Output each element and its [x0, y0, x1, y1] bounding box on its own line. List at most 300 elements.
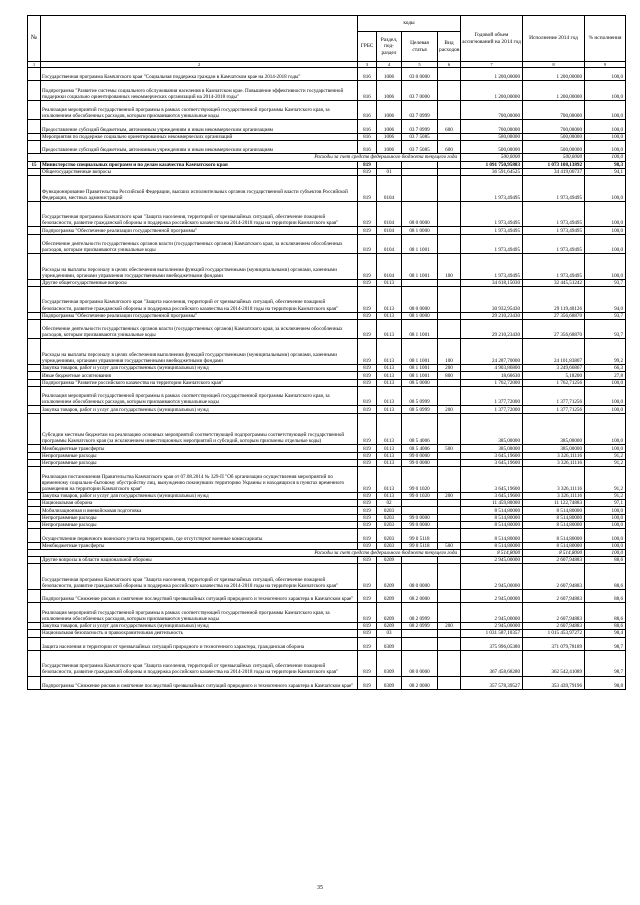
- table-row: [28, 564, 626, 590]
- row-name: Расходы на выплаты персоналу в целях обеспечения выполнения функций государственными (муниципальными) органами, казенными учреждениями, органами управления государственными внебюджетными фондами: [41, 339, 358, 365]
- row-number: [28, 676, 41, 689]
- table-row: [28, 201, 626, 227]
- row-expense-type: [438, 168, 461, 175]
- row-grbs: 819: [358, 492, 377, 499]
- row-number: [28, 529, 41, 542]
- row-grbs: 819: [358, 467, 377, 493]
- row-name: Реализация мероприятий государственной программы в рамках соответствующей государственной программы Камчатского края, за исключением обособленных расходов, которым присваиваются уникальные коды: [41, 386, 358, 406]
- row-razdel: 1006: [377, 68, 402, 81]
- row-expense-type: [438, 413, 461, 445]
- row-execution: 371 079,78189: [523, 637, 585, 650]
- row-execution: 34 419,00737: [523, 168, 585, 175]
- table-row: [28, 68, 626, 81]
- row-expense-type: [438, 564, 461, 590]
- row-annual-plan: 2 945,00000: [461, 622, 523, 629]
- row-grbs: 819: [358, 339, 377, 365]
- row-expense-type: [438, 161, 461, 168]
- row-execution: 1 973,49495: [523, 254, 585, 280]
- row-annual-plan: 24 287,70000: [461, 339, 523, 365]
- table-row: [28, 339, 626, 365]
- row-percent: 100,0: [585, 133, 626, 140]
- row-number: [28, 406, 41, 413]
- row-name: Подпрограмма "Снижение рисков и смягчение последствий чрезвычайных ситуаций природного и техногенного характера в Камчатском крае": [41, 676, 358, 689]
- row-razdel: 0113: [377, 339, 402, 365]
- row-grbs: 819: [358, 650, 377, 676]
- row-razdel: 0203: [377, 522, 402, 529]
- row-annual-plan: 1 200,00000: [461, 68, 523, 81]
- row-razdel: 0113: [377, 287, 402, 313]
- row-name: Государственная программа Камчатского края "Социальная поддержка граждан в Камчатском крае на 2014-2018 годы": [41, 68, 358, 81]
- row-target-article: 08 5 0999: [402, 406, 438, 413]
- row-razdel: 1006: [377, 133, 402, 140]
- row-execution: 8 514,80000: [523, 507, 585, 514]
- table-row: [28, 234, 626, 254]
- row-expense-type: 100: [438, 254, 461, 280]
- row-annual-plan: 4 903,86800: [461, 365, 523, 372]
- row-name: Межбюджетные трансферты: [41, 445, 358, 452]
- row-annual-plan: 8 514,80000: [461, 514, 523, 521]
- row-grbs: 819: [358, 564, 377, 590]
- row-razdel: 0113: [377, 492, 402, 499]
- row-name: Непрограммные расходы: [41, 459, 358, 466]
- row-number: [28, 452, 41, 459]
- row-razdel: 0203: [377, 514, 402, 521]
- row-number: [28, 564, 41, 590]
- table-row: [28, 81, 626, 101]
- row-annual-plan: 385,00000: [461, 445, 523, 452]
- table-row: [28, 133, 626, 140]
- row-percent: 100,0: [585, 100, 626, 120]
- row-target-article: 03 7 5085: [402, 133, 438, 140]
- table-row: [28, 630, 626, 637]
- row-percent: 98,7: [585, 637, 626, 650]
- row-number: [28, 68, 41, 81]
- row-percent: 100,0: [585, 550, 626, 557]
- table-row: [28, 514, 626, 521]
- row-expense-type: [438, 319, 461, 339]
- table-row: [28, 379, 626, 386]
- row-grbs: 819: [358, 452, 377, 459]
- row-expense-type: [438, 227, 461, 234]
- row-number: [28, 445, 41, 452]
- row-percent: 99,2: [585, 339, 626, 365]
- row-name: Расходы на выплаты персоналу в целях обеспечения выполнения функций государственными (муниципальными) органами, казенными учреждениями, органами управления государственными внебюджетными фондами: [41, 254, 358, 280]
- row-name: Непрограммные расходы: [41, 514, 358, 521]
- row-grbs: 816: [358, 81, 377, 101]
- row-number: [28, 650, 41, 676]
- row-number: [28, 312, 41, 319]
- row-target-article: 08 1 1001: [402, 365, 438, 372]
- row-razdel: 0113: [377, 459, 402, 466]
- row-target-article: 99 0 1020: [402, 467, 438, 493]
- row-grbs: 819: [358, 542, 377, 549]
- column-index: 1: [28, 62, 41, 68]
- row-expense-type: [438, 201, 461, 227]
- row-number: [28, 81, 41, 101]
- row-grbs: 819: [358, 459, 377, 466]
- ministry-row: [28, 161, 626, 168]
- row-target-article: 08 2 0999: [402, 622, 438, 629]
- row-execution: 8 514,80000: [523, 542, 585, 549]
- row-annual-plan: 34 618,15030: [461, 279, 523, 286]
- row-number: [28, 339, 41, 365]
- table-row: [28, 319, 626, 339]
- row-number: [28, 176, 41, 202]
- row-annual-plan: 2 945,00000: [461, 603, 523, 623]
- row-grbs: 819: [358, 557, 377, 564]
- row-grbs: 819: [358, 622, 377, 629]
- row-grbs: 819: [358, 514, 377, 521]
- row-execution: 1 973,49495: [523, 227, 585, 234]
- row-razdel: 0113: [377, 386, 402, 406]
- row-grbs: 816: [358, 120, 377, 133]
- row-grbs: 819: [358, 234, 377, 254]
- table-row: [28, 603, 626, 623]
- row-target-article: 08 1 1001: [402, 372, 438, 379]
- row-annual-plan: 29 210,23430: [461, 319, 523, 339]
- row-number: [28, 319, 41, 339]
- row-number: [28, 227, 41, 234]
- row-expense-type: [438, 386, 461, 406]
- row-annual-plan: 500,00000: [461, 141, 523, 154]
- row-name: Государственная программа Камчатского края "Защита населения, территорий от чрезвычайных ситуаций, обеспечение пожарной безопасности, развитие гражданской обороны и поддержка российского казачества на 2014-2018 годы на территории Камчатского края": [41, 564, 358, 590]
- row-razdel: 0113: [377, 467, 402, 493]
- row-expense-type: 100: [438, 339, 461, 365]
- row-expense-type: [438, 176, 461, 202]
- row-execution: 1 073 108,13892: [523, 161, 585, 168]
- row-razdel: 0113: [377, 445, 402, 452]
- row-razdel: 01: [377, 168, 402, 175]
- row-expense-type: [438, 500, 461, 507]
- row-name: Государственная программа Камчатского края "Защита населения, территорий от чрезвычайных ситуаций, обеспечение пожарной безопасности, развитие гражданской обороны и поддержка российского казачества на 2014-2018 годы на территории Камчатского края": [41, 650, 358, 676]
- header-target-article: Целевая статья: [402, 32, 438, 62]
- federal-budget-label: Расходы за счет средств федерального бюджета текущего года: [28, 154, 461, 161]
- row-percent: 100,0: [585, 234, 626, 254]
- row-grbs: 819: [358, 279, 377, 286]
- row-execution: 8 514,80000: [523, 522, 585, 529]
- row-execution: 1 762,71256: [523, 379, 585, 386]
- header-codes: коды: [358, 16, 461, 32]
- row-annual-plan: 385,00000: [461, 413, 523, 445]
- row-percent: 91,2: [585, 467, 626, 493]
- row-target-article: 99 0 0000: [402, 452, 438, 459]
- row-percent: 91,2: [585, 492, 626, 499]
- row-execution: 2 607,94883: [523, 564, 585, 590]
- row-execution: 1 973,49495: [523, 176, 585, 202]
- row-target-article: [402, 637, 438, 650]
- row-expense-type: 500: [438, 445, 461, 452]
- row-razdel: 1006: [377, 81, 402, 101]
- column-index: 6: [438, 62, 461, 68]
- row-name: Предоставление субсидий бюджетным, автономным учреждениям и иным некоммерческим организациям: [41, 120, 358, 133]
- row-razdel: 0203: [377, 507, 402, 514]
- row-execution: 1 973,49495: [523, 234, 585, 254]
- row-expense-type: 500: [438, 542, 461, 549]
- header-name: [41, 16, 358, 62]
- row-razdel: 0113: [377, 365, 402, 372]
- row-annual-plan: 8 514,80000: [461, 529, 523, 542]
- row-expense-type: [438, 81, 461, 101]
- row-target-article: [402, 557, 438, 564]
- row-name: Закупка товаров, работ и услуг для государственных (муниципальных) нужд: [41, 406, 358, 413]
- row-razdel: 0104: [377, 234, 402, 254]
- row-number: 15: [28, 161, 41, 168]
- row-percent: 100,0: [585, 542, 626, 549]
- row-execution: 1 377,71256: [523, 406, 585, 413]
- row-grbs: 816: [358, 68, 377, 81]
- row-grbs: 819: [358, 201, 377, 227]
- row-name: Предоставление субсидий бюджетным, автономным учреждениям и иным некоммерческим организациям: [41, 141, 358, 154]
- row-grbs: 819: [358, 287, 377, 313]
- row-name: Закупка товаров, работ и услуг для государственных (муниципальных) нужд: [41, 622, 358, 629]
- row-name: Министерство специальных программ и по делам казачества Камчатского края: [41, 161, 358, 168]
- row-percent: 100,0: [585, 379, 626, 386]
- row-annual-plan: 1 973,49495: [461, 234, 523, 254]
- row-name: Непрограммные расходы: [41, 452, 358, 459]
- row-expense-type: [438, 452, 461, 459]
- row-razdel: 03: [377, 630, 402, 637]
- row-number: [28, 120, 41, 133]
- row-execution: 1 973,49495: [523, 201, 585, 227]
- row-percent: 27,8: [585, 372, 626, 379]
- table-row: [28, 372, 626, 379]
- row-percent: 93,7: [585, 279, 626, 286]
- row-percent: 100,0: [585, 522, 626, 529]
- row-expense-type: [438, 529, 461, 542]
- row-razdel: 0209: [377, 564, 402, 590]
- row-percent: 100,0: [585, 154, 626, 161]
- table-row: [28, 168, 626, 175]
- row-target-article: 03 7 5085: [402, 141, 438, 154]
- row-target-article: 08 0 0000: [402, 201, 438, 227]
- row-annual-plan: 3 645,19600: [461, 492, 523, 499]
- row-percent: 94,1: [585, 168, 626, 175]
- row-expense-type: [438, 590, 461, 603]
- row-number: [28, 500, 41, 507]
- row-annual-plan: 700,00000: [461, 120, 523, 133]
- table-row: [28, 100, 626, 120]
- row-grbs: 819: [358, 507, 377, 514]
- row-percent: 100,0: [585, 413, 626, 445]
- row-number: [28, 630, 41, 637]
- row-expense-type: [438, 312, 461, 319]
- row-annual-plan: 36 591,64525: [461, 168, 523, 175]
- column-index: 7: [461, 62, 523, 68]
- row-expense-type: 600: [438, 120, 461, 133]
- row-name: Функционирование Правительства Российской Федерации, высших исполнительных органов государственной власти субъектов Российской Федерации, местных администраций: [41, 176, 358, 202]
- row-annual-plan: 3 645,19600: [461, 452, 523, 459]
- row-target-article: 08 1 0000: [402, 312, 438, 319]
- row-name: Реализация мероприятий государственной программы в рамках соответствующей государственной программы Камчатского края, за исключением обособленных расходов, которым присваиваются уникальные коды: [41, 603, 358, 623]
- row-number: [28, 467, 41, 493]
- row-razdel: 0113: [377, 406, 402, 413]
- row-grbs: 819: [358, 176, 377, 202]
- row-percent: 100,0: [585, 445, 626, 452]
- row-target-article: [402, 161, 438, 168]
- row-name: Мобилизационная и вневойсковая подготовка: [41, 507, 358, 514]
- row-number: [28, 522, 41, 529]
- row-grbs: 819: [358, 386, 377, 406]
- row-expense-type: [438, 287, 461, 313]
- row-annual-plan: 8 514,80000: [461, 522, 523, 529]
- row-grbs: 819: [358, 500, 377, 507]
- row-razdel: 0209: [377, 557, 402, 564]
- row-grbs: 819: [358, 227, 377, 234]
- table-row: [28, 254, 626, 280]
- row-execution: 3 326,11116: [523, 492, 585, 499]
- row-execution: 24 101,83807: [523, 339, 585, 365]
- row-execution: 1 015 453,97272: [523, 630, 585, 637]
- row-annual-plan: 500,00000: [461, 133, 523, 140]
- row-execution: 3 326,11116: [523, 459, 585, 466]
- row-target-article: 03 7 0999: [402, 120, 438, 133]
- row-razdel: 0113: [377, 413, 402, 445]
- row-percent: 100,0: [585, 176, 626, 202]
- row-number: [28, 234, 41, 254]
- row-target-article: 08 5 0999: [402, 386, 438, 406]
- row-annual-plan: 8 514,80000: [461, 507, 523, 514]
- row-razdel: 0209: [377, 590, 402, 603]
- row-razdel: 0309: [377, 650, 402, 676]
- row-name: Национальная безопасность и правоохранительная деятельность: [41, 630, 358, 637]
- row-percent: 88,6: [585, 564, 626, 590]
- row-name: Закупка товаров, работ и услуг для государственных (муниципальных) нужд: [41, 492, 358, 499]
- row-percent: 88,6: [585, 590, 626, 603]
- row-percent: 98,4: [585, 630, 626, 637]
- row-execution: 29 119,40126: [523, 287, 585, 313]
- row-percent: 100,0: [585, 81, 626, 101]
- row-annual-plan: 357 578,39527: [461, 676, 523, 689]
- row-grbs: 819: [358, 445, 377, 452]
- header-annual-plan: Годовой объем ассигнований на 2014 год: [461, 16, 523, 62]
- row-execution: 700,00000: [523, 100, 585, 120]
- row-execution: 385,00000: [523, 413, 585, 445]
- row-annual-plan: 11 459,80000: [461, 500, 523, 507]
- row-grbs: 819: [358, 522, 377, 529]
- table-row: [28, 279, 626, 286]
- row-name: Межбюджетные трансферты: [41, 542, 358, 549]
- table-row: [28, 529, 626, 542]
- row-number: [28, 141, 41, 154]
- header-execution: Исполнение 2014 год: [523, 16, 585, 62]
- federal-budget-row: [28, 154, 626, 161]
- row-razdel: 0113: [377, 452, 402, 459]
- row-percent: 98,8: [585, 676, 626, 689]
- table-row: [28, 413, 626, 445]
- row-annual-plan: 1 091 750,95883: [461, 161, 523, 168]
- table-row: [28, 542, 626, 549]
- row-percent: 93,7: [585, 319, 626, 339]
- row-target-article: 08 1 0000: [402, 227, 438, 234]
- budget-table-sheet: [27, 15, 625, 690]
- row-grbs: 819: [358, 529, 377, 542]
- row-percent: 100,0: [585, 227, 626, 234]
- row-number: [28, 168, 41, 175]
- row-annual-plan: 2 945,00000: [461, 564, 523, 590]
- row-number: [28, 413, 41, 445]
- row-annual-plan: 3 645,19600: [461, 467, 523, 493]
- row-name: Обеспечение деятельности государственных органов власти (государственных органов) Камчатского края, за исключением обособленных расходов, которым присваиваются уникальные коды: [41, 234, 358, 254]
- row-percent: 97,1: [585, 500, 626, 507]
- row-target-article: 03 7 0000: [402, 81, 438, 101]
- table-row: [28, 522, 626, 529]
- row-grbs: 819: [358, 603, 377, 623]
- row-number: [28, 279, 41, 286]
- row-target-article: 08 2 0999: [402, 603, 438, 623]
- row-grbs: 819: [358, 590, 377, 603]
- row-percent: 91,2: [585, 452, 626, 459]
- row-razdel: 1006: [377, 100, 402, 120]
- row-name: Подпрограмма "Развитие системы социального обслуживания населения в Камчатском крае. Повышение эффективности государственной поддержки социально ориентированных некоммерческих организаций на 2014-2018 годы": [41, 81, 358, 101]
- row-razdel: 0309: [377, 637, 402, 650]
- row-execution: 362 542,41089: [523, 650, 585, 676]
- row-annual-plan: 375 996,05380: [461, 637, 523, 650]
- row-number: [28, 372, 41, 379]
- table-row: [28, 557, 626, 564]
- row-number: [28, 365, 41, 372]
- row-target-article: 99 0 0000: [402, 459, 438, 466]
- row-number: [28, 100, 41, 120]
- table-row: [28, 507, 626, 514]
- row-execution: 3 326,11116: [523, 452, 585, 459]
- row-grbs: 816: [358, 133, 377, 140]
- table-row: [28, 227, 626, 234]
- row-expense-type: [438, 467, 461, 493]
- row-expense-type: [438, 100, 461, 120]
- row-expense-type: 200: [438, 492, 461, 499]
- row-target-article: 03 0 0000: [402, 68, 438, 81]
- row-target-article: 08 0 0000: [402, 650, 438, 676]
- row-grbs: 819: [358, 168, 377, 175]
- row-annual-plan: 1 031 587,10357: [461, 630, 523, 637]
- row-target-article: [402, 500, 438, 507]
- row-razdel: 0104: [377, 201, 402, 227]
- row-target-article: 08 5 4006: [402, 445, 438, 452]
- row-execution: 5,18200: [523, 372, 585, 379]
- row-number: [28, 637, 41, 650]
- row-annual-plan: 8 514,8000: [461, 550, 523, 557]
- row-target-article: 08 1 1001: [402, 254, 438, 280]
- row-grbs: 816: [358, 100, 377, 120]
- row-percent: 100,0: [585, 386, 626, 406]
- row-expense-type: [438, 507, 461, 514]
- row-target-article: 08 2 0000: [402, 676, 438, 689]
- table-row: [28, 590, 626, 603]
- row-annual-plan: 1 377,72000: [461, 386, 523, 406]
- row-number: [28, 557, 41, 564]
- table-row: [28, 676, 626, 689]
- row-percent: 100,0: [585, 529, 626, 542]
- row-grbs: 819: [358, 406, 377, 413]
- row-execution: 500,00000: [523, 133, 585, 140]
- column-index: 5: [402, 62, 438, 68]
- row-razdel: 0104: [377, 254, 402, 280]
- row-expense-type: [438, 279, 461, 286]
- row-razdel: 0104: [377, 227, 402, 234]
- header-expense-type: Вид расходов: [438, 32, 461, 62]
- column-index: 2: [41, 62, 358, 68]
- row-grbs: 819: [358, 365, 377, 372]
- row-name: Закупка товаров, работ и услуг для государственных (муниципальных) нужд: [41, 365, 358, 372]
- row-percent: 88,6: [585, 603, 626, 623]
- row-razdel: 1006: [377, 141, 402, 154]
- row-razdel: 0113: [377, 379, 402, 386]
- row-target-article: 08 0 0000: [402, 287, 438, 313]
- row-expense-type: [438, 234, 461, 254]
- row-target-article: 99 0 5118: [402, 529, 438, 542]
- row-expense-type: [438, 459, 461, 466]
- row-execution: 2 607,94883: [523, 603, 585, 623]
